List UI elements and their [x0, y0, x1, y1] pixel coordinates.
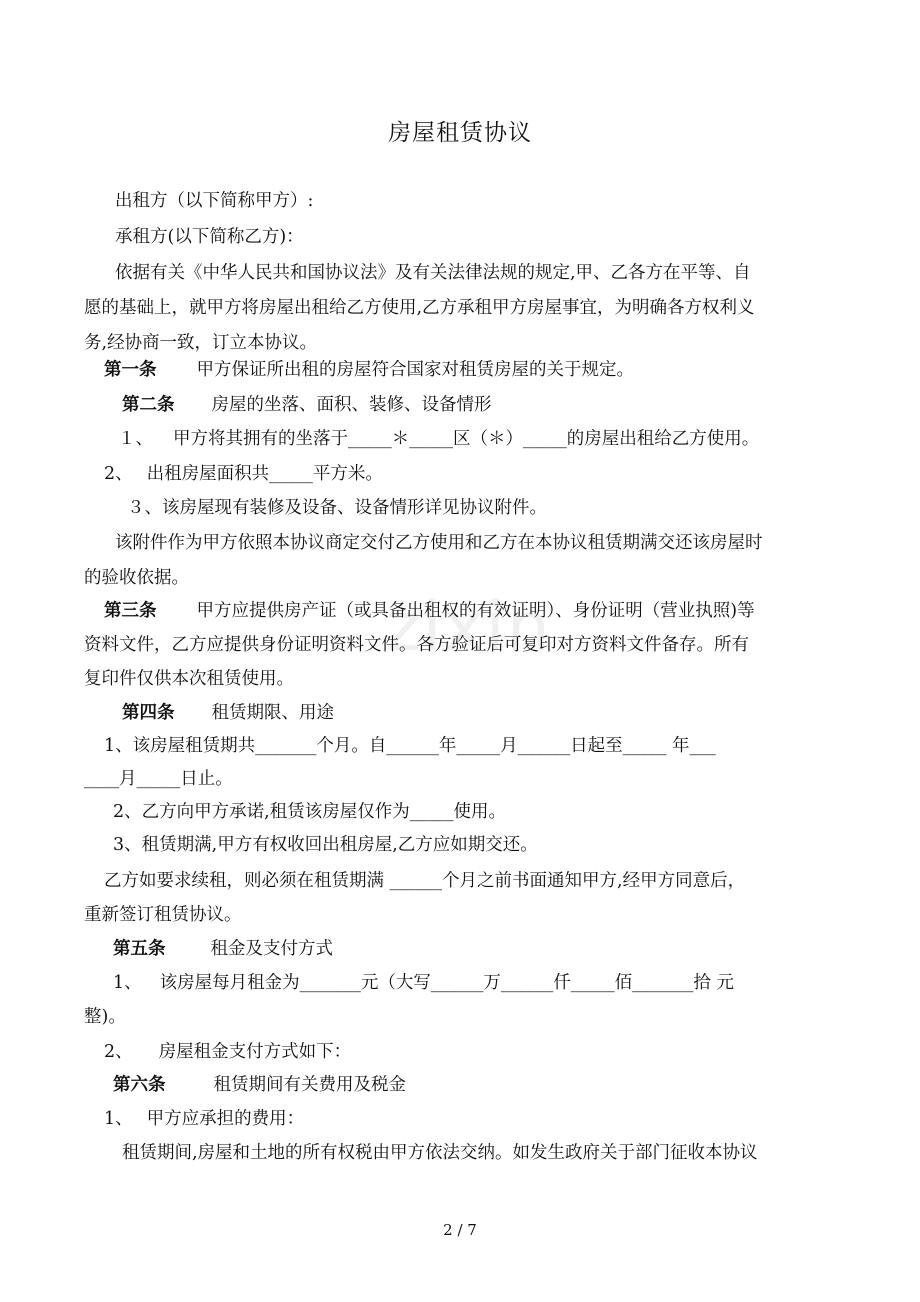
- article-3-heading: 第三条: [104, 601, 157, 621]
- item-number: 1、: [113, 973, 142, 993]
- article-3-line-3: 复印件仅供本次租赁使用。: [84, 669, 294, 689]
- article-6-heading: 第六条: [113, 1075, 166, 1095]
- item-text: 甲方应承担的费用：: [146, 1109, 305, 1129]
- article-6-note-line-1: 租赁期间,房屋和土地的所有权税由甲方依法交纳。如发生政府关于部门征收本协议: [122, 1143, 758, 1163]
- item-text: 出租房屋面积共_____平方米。: [146, 464, 383, 484]
- preamble-line-1: 依据有关《中华人民共和国协议法》及有关法律法规的规定,甲、乙各方在平等、自: [115, 263, 751, 283]
- item-number: 2、: [104, 464, 133, 484]
- lessor-line: 出租方（以下简称甲方）:: [115, 191, 314, 211]
- article-3: [104, 599, 755, 623]
- article-4-text: 租赁期限、用途: [211, 703, 334, 723]
- article-4-item-2: 2、乙方向甲方承诺,租赁该房屋仅作为_____使用。: [113, 802, 506, 822]
- page-number: 2 / 7: [443, 1221, 477, 1239]
- article-2: [122, 393, 492, 417]
- article-6-text: 租赁期间有关费用及税金: [213, 1075, 406, 1095]
- preamble-line-2: 愿的基础上，就甲方将房屋出租给乙方使用,乙方承租甲方房屋事宜，为明确各方权利义: [84, 298, 755, 318]
- article-6: [113, 1073, 406, 1097]
- article-4-item-1-continued: ____月_____日止。: [84, 769, 233, 789]
- article-2-note-line-1: 该附件作为甲方依照本协议商定交付乙方使用和乙方在本协议租赁期满交还该房屋时: [115, 533, 763, 553]
- article-4-item-3: 3、租赁期满,甲方有权收回出租房屋,乙方应如期交还。: [113, 835, 538, 855]
- article-2-item-3: ３、该房屋现有装修及设备、设备情形详见协议附件。: [127, 498, 547, 518]
- article-1-text: 甲方保证所出租的房屋符合国家对租赁房屋的关于规定。: [196, 360, 634, 380]
- item-text: 甲方将其拥有的坐落于_____＊_____区（＊）_____的房屋出租给乙方使用。: [173, 429, 760, 449]
- article-4-note-line-2: 重新签订租赁协议。: [84, 905, 242, 925]
- article-1-heading: 第一条: [104, 360, 157, 380]
- article-3-text: 甲方应提供房产证（或具备出租权的有效证明）、身份证明（营业执照)等: [196, 601, 755, 621]
- article-2-text: 房屋的坐落、面积、装修、设备情形: [211, 395, 492, 415]
- article-2-item-1: [118, 427, 759, 451]
- article-4: [122, 701, 334, 725]
- document-title: 房屋租赁协议: [388, 120, 532, 146]
- lessee-line: 承租方(以下简称乙方)：: [115, 227, 304, 247]
- item-text: 该房屋每月租金为_______元（大写______万______仟_____佰_______拾 元: [159, 973, 734, 993]
- watermark: zixin: [385, 588, 552, 667]
- article-2-heading: 第二条: [122, 395, 175, 415]
- article-2-item-2: [104, 462, 383, 486]
- article-4-note-line-1: 乙方如要求续租，则必须在租赁期满 ______个月之前书面通知甲方,经甲方同意后，: [104, 871, 746, 891]
- article-5-item-1: [113, 971, 734, 995]
- preamble-line-3: 务,经协商一致，订立本协议。: [84, 333, 318, 353]
- article-3-line-2: 资料文件，乙方应提供身份证明资料文件。各方验证后可复印对方资料文件备存。所有: [84, 635, 749, 655]
- item-number: 1、: [104, 1109, 133, 1129]
- article-5-heading: 第五条: [113, 939, 166, 959]
- article-5-item-1-end: 整)。: [84, 1007, 126, 1027]
- article-5-text: 租金及支付方式: [210, 939, 333, 959]
- item-number: １、: [118, 429, 153, 449]
- article-6-item-1: [104, 1107, 304, 1131]
- article-2-note-line-2: 的验收依据。: [84, 568, 189, 588]
- article-1: [104, 358, 634, 382]
- item-number: 2、: [104, 1042, 133, 1062]
- article-5: [113, 937, 333, 961]
- item-text: 房屋租金支付方式如下：: [158, 1042, 352, 1062]
- article-4-item-1: 1、该房屋租赁期共_______个月。自______年_____月______日起至_____ 年___: [104, 736, 716, 756]
- article-5-item-2: [104, 1040, 351, 1064]
- article-4-heading: 第四条: [122, 703, 175, 723]
